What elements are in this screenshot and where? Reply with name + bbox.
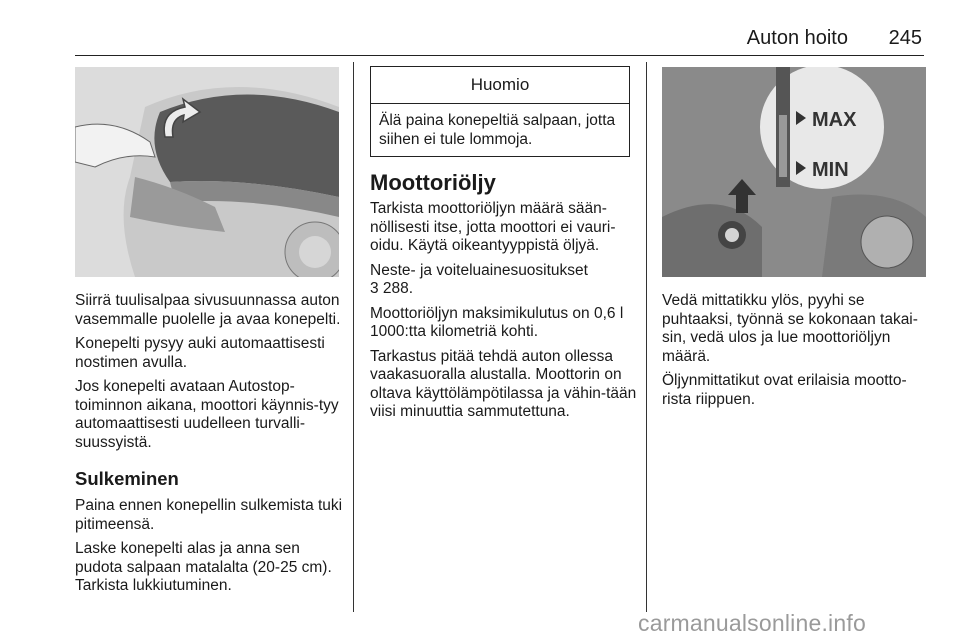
paragraph: Laske konepelti alas ja anna sen pudota salpaan matalalta (20-25 cm). Tarkista lukkiutuminen. <box>75 540 332 594</box>
paragraph: Vedä mittatikku ylös, pyyhi se puhtaaksi, työnnä se kokonaan takai-sin, vedä ulos ja lue moottoriöljyn määrä. <box>662 292 918 365</box>
column-divider-1 <box>353 62 354 612</box>
hood-release-illustration <box>75 67 339 277</box>
dipstick-illustration <box>662 67 926 277</box>
right-column <box>662 292 930 415</box>
page-reference: 3 288. <box>370 280 414 297</box>
note-title: Huomio <box>371 67 629 104</box>
section-heading-closing: Sulkeminen <box>75 468 179 489</box>
paragraph: Konepelti pysyy auki automaattisesti nostimen avulla. <box>75 335 325 371</box>
left-column <box>75 292 347 602</box>
paragraph: Öljynmittatikut ovat erilaisia mootto-rista riippuen. <box>662 372 907 408</box>
dipstick-max-label: MAX <box>812 109 857 131</box>
header-rule <box>75 55 924 56</box>
middle-column <box>370 170 638 428</box>
paragraph: Moottoriöljyn maksimikulutus on 0,6 l 1000:tta kilometriä kohti. <box>370 304 624 340</box>
note-text: Älä paina konepeltiä salpaan, jotta siihen ei tule lommoja. <box>379 112 616 148</box>
paragraph: Tarkista moottoriöljyn määrä sään-nöllisesti itse, jotta moottori ei vauri-oidu. Käytä oikeantyyppistä öljyä. <box>370 200 616 254</box>
paragraph: Jos konepelti avataan Autostop-toiminnon aikana, moottori käynnis-tyy automaattisesti uudelleen turvalli-suussyistä. <box>75 378 339 451</box>
page-number: 245 <box>888 27 922 49</box>
section-heading-engine-oil: Moottoriöljy <box>370 170 496 195</box>
hood-illustration-svg <box>75 67 339 277</box>
paragraph: Tarkastus pitää tehdä auton ollessa vaakasuoralla alustalla. Moottorin on oltava käyttölämpötilassa ja vähin-tään viisi minuuttia sammutettuna. <box>370 347 637 420</box>
watermark: carmanualsonline.info <box>638 610 866 636</box>
paragraph: Siirrä tuulisalpaa sivusuunnassa auton vasemmalle puolelle ja avaa konepelti. <box>75 292 341 328</box>
paragraph: Paina ennen konepellin sulkemista tuki pitimeensä. <box>75 497 343 533</box>
dipstick-illustration-svg <box>662 67 926 277</box>
note-box <box>370 66 630 157</box>
paragraph: Neste- ja voiteluainesuositukset <box>370 261 588 279</box>
page-header-title: Auton hoito <box>746 27 848 49</box>
dipstick-min-label: MIN <box>812 159 849 181</box>
column-divider-2 <box>646 62 647 612</box>
